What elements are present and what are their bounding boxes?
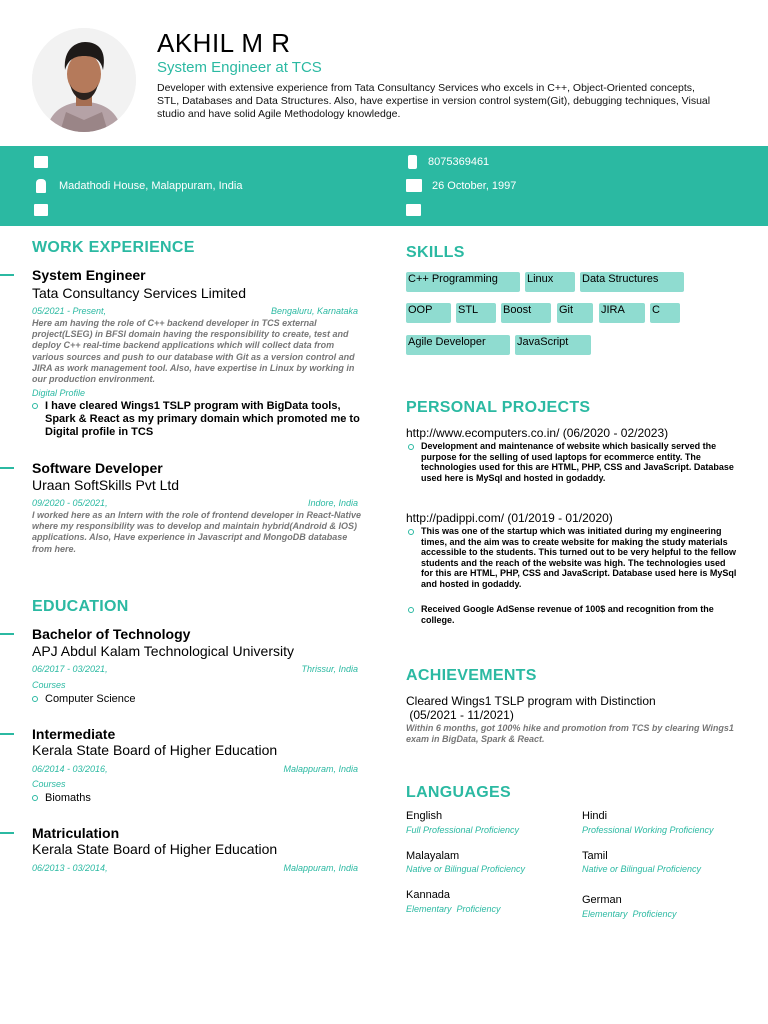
email-row [34,156,58,168]
bullet-icon [32,696,38,702]
phone-row [408,155,489,169]
skill-tag: C [650,303,680,323]
courses-label: Courses [32,779,66,789]
birthdate-text: 26 October, 1997 [432,179,517,192]
language-level: Professional Working Proficiency [582,825,714,835]
achievement-dates: (05/2021 - 11/2021) [406,708,514,722]
company-name: Tata Consultancy Services Limited [32,285,246,301]
project-link[interactable]: http://padippi.com/ (01/2019 - 01/2020) [406,511,613,525]
email-icon [34,156,48,168]
school-name: APJ Abdul Kalam Technological University [32,643,294,659]
language-level: Native or Bilingual Proficiency [406,864,526,874]
skill-tag: Linux [525,272,575,292]
achievement-title: Cleared Wings1 TSLP program with Distinction [406,694,656,708]
link-row [34,204,58,216]
company-name: Uraan SoftSkills Pvt Ltd [32,477,180,493]
skill-tag: STL [456,303,496,323]
profile-photo-image [32,28,136,132]
bullet-icon [32,403,38,409]
candidate-name: AKHIL M R [157,28,291,58]
job-title: Software Developer [32,460,163,476]
phone-icon [408,155,417,169]
skill-tag: Git [557,303,593,323]
bullet-icon [32,795,38,801]
candidate-title: System Engineer at TCS [157,59,322,76]
achievements-heading: ACHIEVEMENTS [406,667,537,684]
job-sublabel: Digital Profile [32,388,86,398]
profile-photo [32,28,136,132]
skill-tag: JavaScript [515,335,591,355]
education-dates: 06/2013 - 03/2014, [32,863,108,873]
language-name: Hindi [582,810,608,822]
timeline-marker [0,274,14,276]
job-location: Indore, India [307,498,358,508]
education-location: Malappuram, India [283,764,358,774]
briefcase-icon [406,204,421,216]
contact-band [0,146,768,226]
skill-tag: OOP [406,303,451,323]
language-level: Elementary Proficiency [406,904,501,914]
course-item: Computer Science [32,693,136,706]
skill-tag: C++ Programming [406,272,520,292]
address-row [34,179,242,193]
skill-tag: Boost [501,303,551,323]
job-description: I worked here as an Intern with the role of frontend developer in React-Native where my responsibility was to develop and maintain hybrid(Android & IOS) applications. Also, Have experience in Javascript and MongoDB database from here. [32,510,362,554]
project-link[interactable]: http://www.ecomputers.co.in/ (06/2020 - 02/2023) [406,426,669,440]
language-name: English [406,810,443,822]
phone-text: 8075369461 [428,156,490,168]
school-name: Kerala State Board of Higher Education [32,841,278,857]
birthdate-row [406,179,516,192]
education-location: Thrissur, India [301,664,358,674]
language-name: Tamil [582,850,608,862]
school-name: Kerala State Board of Higher Education [32,742,278,758]
job-dates: 05/2021 - Present, [32,306,107,316]
project-bullet: Received Google AdSense revenue of 100$ and recognition from the college. [408,604,742,625]
work-experience-heading: WORK EXPERIENCE [32,239,195,256]
bullet-icon [408,607,414,613]
address-text: Madathodi House, Malappuram, India [59,180,243,192]
education-dates: 06/2014 - 03/2016, [32,764,108,774]
calendar-icon [406,179,422,192]
job-title: System Engineer [32,267,146,283]
profile-summary: Developer with extensive experience from Tata Consultancy Services who excels in C++, Object-Oriented concepts, STL, Databases and Data Structures. Also, have expertise in version control system(Git), debugging techniques, Visual studio and have solid Agile Methodology knowledge. [157,82,711,120]
timeline-marker [0,633,14,635]
skill-tag: Agile Developer [406,335,510,355]
timeline-marker [0,467,14,469]
timeline-marker [0,733,14,735]
skill-tag: JIRA [599,303,645,323]
degree-title: Intermediate [32,726,116,742]
skill-tag: Data Structures [580,272,684,292]
skills-heading: SKILLS [406,244,465,261]
language-name: Kannada [406,889,451,901]
language-name: German [582,894,622,906]
job-description: Here am having the role of C++ backend developer in TCS external project(LSEG) in BFSI domain having the responsibility to create, test and deploy C++ real-time backend applications which will collect data from various sources and push to our database with Git as a version control and JIRA as work management tool. Also, have expertise in Linux by working in our production environment. [32,318,355,385]
languages-heading: LANGUAGES [406,784,511,801]
location-icon [36,179,46,193]
education-heading: EDUCATION [32,598,129,615]
degree-title: Matriculation [32,825,120,841]
social-row [406,204,431,216]
education-location: Malappuram, India [283,863,358,873]
timeline-marker [0,832,14,834]
job-location: Bengaluru, Karnataka [270,306,358,316]
language-level: Elementary Proficiency [582,909,677,919]
education-dates: 06/2017 - 03/2021, [32,664,108,674]
job-bullet: I have cleared Wings1 TSLP program with BigData tools, Spark & React as my primary domain which promoted me to Digital profile in TCS [32,400,362,439]
degree-title: Bachelor of Technology [32,626,191,642]
project-bullet: Development and maintenance of website which basically served the purpose for the selling of used laptops for ecommerce entity. The technologies used for this are HTML, PHP, CSS and JavaScript. Database used here is MySql and hosted in godaddy. [408,441,738,483]
achievement-description: Within 6 months, got 100% hike and promotion from TCS by clearing Wings1 exam in BigData, Spark & React. [406,723,734,744]
courses-label: Courses [32,680,66,690]
course-item: Biomaths [32,792,91,805]
project-bullet: This was one of the startup which was initiated during my engineering times, and the aim was to create website for making the study materials accessible to the students. This turned out to be very helpful to the fellow students and the reach of the website was high. The technologies used for this are HTML, PHP, CSS and JavaScript. Database used here is MySql and hosted in godaddy. [408,526,738,590]
language-name: Malayalam [406,850,460,862]
bullet-icon [408,529,414,535]
projects-heading: PERSONAL PROJECTS [406,399,591,416]
language-level: Full Professional Proficiency [406,825,520,835]
language-level: Native or Bilingual Proficiency [582,864,702,874]
link-icon [34,204,48,216]
job-dates: 09/2020 - 05/2021, [32,498,108,508]
bullet-icon [408,444,414,450]
